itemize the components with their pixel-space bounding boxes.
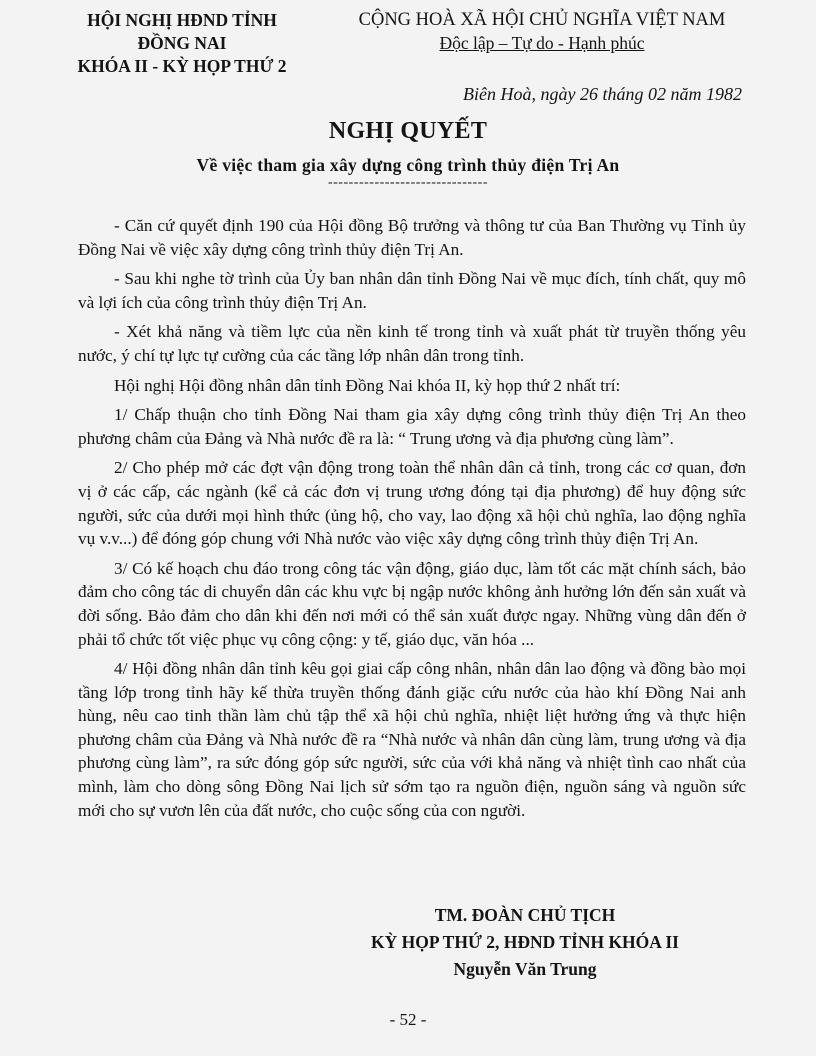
document-date: Biên Hoà, ngày 26 tháng 02 năm 1982 <box>463 84 742 104</box>
paragraph-article-1: 1/ Chấp thuận cho tỉnh Đồng Nai tham gia xây dựng công trình thủy điện Trị An theo phương châm của Đảng và Nhà nước đề ra là: “ Trung ương và địa phương cùng làm”. <box>78 405 746 448</box>
document-title: NGHỊ QUYẾT <box>328 118 488 144</box>
paragraph-basis-capacity: - Xét khả năng và tiềm lực của nền kinh tế trong tỉnh và xuất phát từ truyền thống yêu nước, ý chí tự lực tự cường của các tầng lớp nhân dân trong tỉnh. <box>78 322 746 365</box>
paragraph-article-4: 4/ Hội đồng nhân dân tỉnh kêu gọi giai cấp công nhân, nhân dân lao động và đồng bào mọi tầng lớp trong tỉnh hãy kế thừa truyền thống đánh giặc cứu nước của hào khí Đồng Nai anh hùng, nêu cao tinh thần làm chủ tập thể xã hội chủ nghĩa, nhiệt liệt hưởng ứng và thực hiện phương châm của Đảng và Nhà nước đề ra “Nhà nước và nhân dân cùng làm, trung ương và địa phương cùng làm”, ra sức đóng góp sức người, sức của với khả năng và nhiệt tình cao nhất của mình, làm cho dòng sông Đồng Nai lịch sử sớm tạo ra nguồn điện, nguồn sáng và nguồn sức mới cho sự vươn lên của đất nước, cho cuộc sống của con người. <box>78 659 746 820</box>
authority-line-2: ĐỒNG NAI <box>137 33 227 53</box>
paragraph-resolution-intro: Hội nghị Hội đồng nhân dân tỉnh Đồng Nai khóa II, kỳ họp thứ 2 nhất trí: <box>114 375 621 395</box>
paragraph-basis-decision: - Căn cứ quyết định 190 của Hội đồng Bộ trưởng và thông tư của Ban Thường vụ Tỉnh ủy Đồng Nai về việc xây dựng công trình thủy điện Trị An. <box>78 216 746 259</box>
paragraph-basis-report: - Sau khi nghe tờ trình của Ủy ban nhân dân tỉnh Đồng Nai về mục đích, tính chất, quy mô và lợi ích của công trình thủy điện Trị An. <box>78 269 746 312</box>
national-motto: Độc lập – Tự do - Hạnh phúc <box>439 33 645 53</box>
paragraph-article-2: 2/ Cho phép mở các đợt vận động trong toàn thể nhân dân cả tỉnh, trong các cơ quan, đơn vị ở các cấp, các ngành (kể cả các đơn vị trung ương đóng tại địa phương) để huy động sức người, sức của dưới mọi hình thức (ủng hộ, cho vay, lao động xã hội chủ nghĩa, lao động nghĩa vụ v.v...) để đóng góp chung với Nhà nước vào việc xây dựng công trình thủy điện Trị An. <box>78 458 746 549</box>
title-separator: ------------------------------- <box>327 175 489 190</box>
document-subtitle: Về việc tham gia xây dựng công trình thủy điện Trị An <box>196 155 620 175</box>
signature-session: KỲ HỌP THỨ 2, HĐND TỈNH KHÓA II <box>371 932 679 952</box>
national-header <box>326 9 758 56</box>
country-name: CỘNG HOÀ XÃ HỘI CHỦ NGHĨA VIỆT NAM <box>358 10 726 30</box>
issuing-authority <box>52 9 312 78</box>
page-number: - 52 - <box>389 1010 427 1029</box>
signature-block <box>330 902 720 983</box>
authority-line-1: HỘI NGHỊ HĐND TỈNH <box>87 10 277 30</box>
signatory-name: Nguyễn Văn Trung <box>453 959 597 979</box>
authority-line-3: KHÓA II - KỲ HỌP THỨ 2 <box>77 56 287 76</box>
signature-role: TM. ĐOÀN CHỦ TỊCH <box>434 905 616 925</box>
paragraph-article-3: 3/ Có kế hoạch chu đáo trong công tác vận động, giáo dục, làm tốt các mặt chính sách, bảo đảm cho công tác di chuyển dân các khu vực bị ngập nước không ảnh hưởng lớn đến sản xuất và đời sống. Bảo đảm cho dân khi đến nơi mới có thể sản xuất được ngay. Những vùng dân đến ở phải tổ chức tốt việc phục vụ công cộng: y tế, giáo dục, văn hóa ... <box>78 558 746 649</box>
document-body <box>78 214 746 828</box>
